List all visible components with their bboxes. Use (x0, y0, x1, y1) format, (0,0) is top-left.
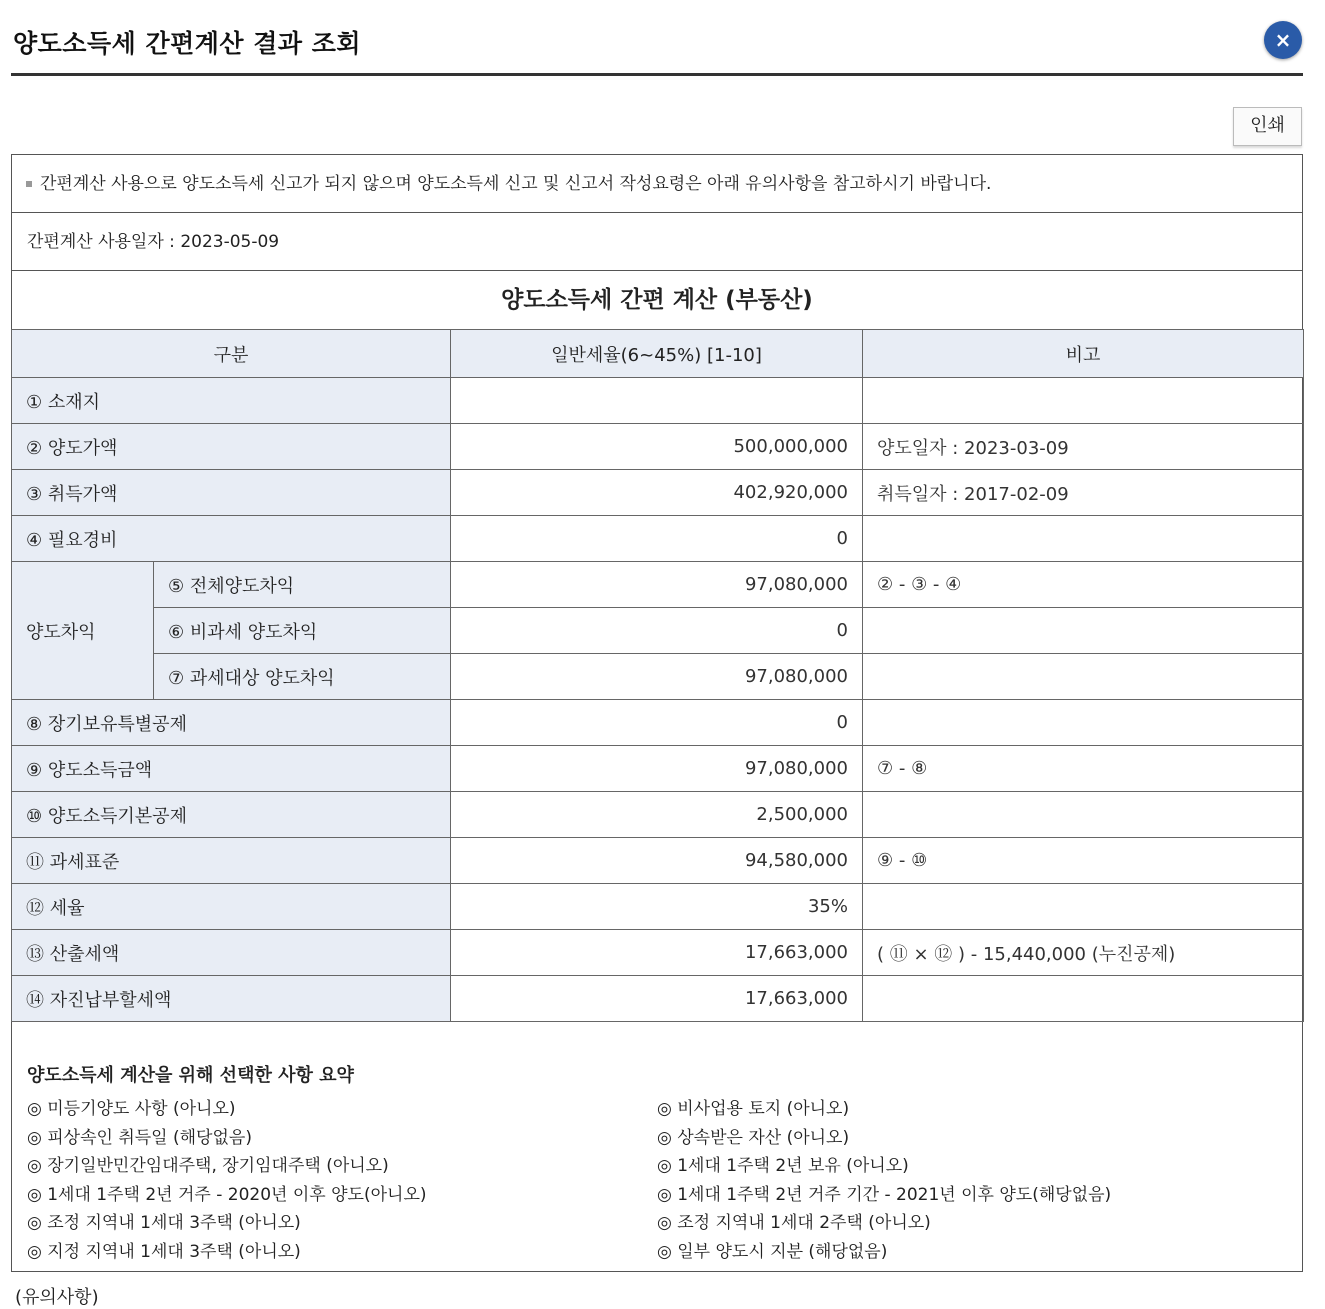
group-label-transfer-gain: 양도차익 (12, 562, 154, 700)
row-note (863, 654, 1304, 700)
row-value: 2,500,000 (451, 792, 863, 838)
row-note (863, 378, 1304, 424)
row-label: ⑥ 비과세 양도차익 (154, 608, 451, 654)
table-row (12, 930, 1304, 976)
summary-item: ◎ 1세대 1주택 2년 거주 - 2020년 이후 양도(아니오) (27, 1184, 427, 1205)
table-row (12, 378, 1304, 424)
notes-heading: (유의사항) (15, 1287, 99, 1308)
notice-text: 간편계산 사용으로 양도소득세 신고가 되지 않으며 양도소득세 신고 및 신고서 작성요령은 아래 유의사항을 참고하시기 바랍니다. (40, 174, 992, 194)
row-note (863, 884, 1304, 930)
summary-item: ◎ 지정 지역내 1세대 3주택 (아니오) (27, 1241, 301, 1262)
row-value: 402,920,000 (451, 470, 863, 516)
table-row (12, 424, 1304, 470)
row-note: 취득일자 : 2017-02-09 (863, 470, 1304, 516)
table-row (12, 792, 1304, 838)
summary-item: ◎ 일부 양도시 지분 (해당없음) (657, 1241, 888, 1262)
row-note: ( ⑪ × ⑫ ) - 15,440,000 (누진공제) (863, 930, 1304, 976)
close-icon: × (1274, 28, 1292, 52)
row-label: ③ 취득가액 (12, 470, 451, 516)
row-note: ② - ③ - ④ (863, 562, 1304, 608)
row-label: ② 양도가액 (12, 424, 451, 470)
summary-item: ◎ 조정 지역내 1세대 3주택 (아니오) (27, 1213, 301, 1233)
row-value: 500,000,000 (451, 424, 863, 470)
summary-item: ◎ 조정 지역내 1세대 2주택 (아니오) (657, 1213, 931, 1233)
table-row (12, 976, 1304, 1022)
row-note (863, 976, 1304, 1022)
bullet-icon (26, 181, 32, 187)
close-button[interactable] (1264, 21, 1302, 59)
table-row (12, 654, 1304, 700)
column-header-general-rate: 일반세율(6~45%) [1-10] (451, 330, 863, 378)
result-panel (11, 154, 1303, 1272)
row-label: ⑩ 양도소득기본공제 (12, 792, 451, 838)
row-note (863, 792, 1304, 838)
row-value: 0 (451, 700, 863, 746)
table-row (12, 608, 1304, 654)
table-row (12, 746, 1304, 792)
row-note (863, 608, 1304, 654)
row-label: ⑤ 전체양도차익 (154, 562, 451, 608)
row-note: 양도일자 : 2023-03-09 (863, 424, 1304, 470)
table-row (12, 838, 1304, 884)
column-header-remarks: 비고 (863, 330, 1304, 378)
row-label: ⑨ 양도소득금액 (12, 746, 451, 792)
row-label: ④ 필요경비 (12, 516, 451, 562)
table-header-row (12, 330, 1304, 378)
row-value: 17,663,000 (451, 930, 863, 976)
summary-item: ◎ 1세대 1주택 2년 보유 (아니오) (657, 1156, 909, 1176)
print-button[interactable]: 인쇄 (1233, 107, 1302, 146)
row-label: ⑧ 장기보유특별공제 (12, 700, 451, 746)
notice-row (12, 155, 1302, 213)
row-value: 0 (451, 516, 863, 562)
table-row (12, 700, 1304, 746)
row-value: 97,080,000 (451, 654, 863, 700)
table-row (12, 470, 1304, 516)
row-label: ⑭ 자진납부할세액 (12, 976, 451, 1022)
summary-item: ◎ 미등기양도 사항 (아니오) (27, 1099, 236, 1119)
row-note (863, 516, 1304, 562)
row-label: ⑬ 산출세액 (12, 930, 451, 976)
row-label: ⑦ 과세대상 양도차익 (154, 654, 451, 700)
row-value: 97,080,000 (451, 562, 863, 608)
row-label: ① 소재지 (12, 378, 451, 424)
dialog-title: 양도소득세 간편계산 결과 조회 (13, 29, 362, 58)
row-note: ⑨ - ⑩ (863, 838, 1304, 884)
table-row (12, 516, 1304, 562)
row-label: ⑫ 세율 (12, 884, 451, 930)
row-label: ⑪ 과세표준 (12, 838, 451, 884)
summary-item: ◎ 1세대 1주택 2년 거주 기간 - 2021년 이후 양도(해당없음) (657, 1184, 1112, 1205)
row-value: 97,080,000 (451, 746, 863, 792)
use-date: 간편계산 사용일자 : 2023-05-09 (12, 213, 1302, 271)
row-value: 0 (451, 608, 863, 654)
summary-list (27, 1095, 1287, 1266)
dialog-header (11, 0, 1303, 76)
row-note (863, 700, 1304, 746)
calculation-table (11, 329, 1304, 1022)
row-value: 17,663,000 (451, 976, 863, 1022)
table-row (12, 562, 1304, 608)
column-header-category: 구분 (12, 330, 451, 378)
summary-item: ◎ 피상속인 취득일 (해당없음) (27, 1127, 252, 1148)
summary-title: 양도소득세 계산을 위해 선택한 사항 요약 (27, 1065, 354, 1086)
section-title: 양도소득세 간편 계산 (부동산) (12, 271, 1302, 330)
summary-item: ◎ 상속받은 자산 (아니오) (657, 1127, 850, 1148)
selection-summary (12, 1043, 1302, 1271)
row-note: ⑦ - ⑧ (863, 746, 1304, 792)
summary-item: ◎ 장기일반민간임대주택, 장기임대주택 (아니오) (27, 1156, 389, 1176)
row-value (451, 378, 863, 424)
row-value: 35% (451, 884, 863, 930)
summary-item: ◎ 비사업용 토지 (아니오) (657, 1099, 850, 1119)
table-row (12, 884, 1304, 930)
row-value: 94,580,000 (451, 838, 863, 884)
